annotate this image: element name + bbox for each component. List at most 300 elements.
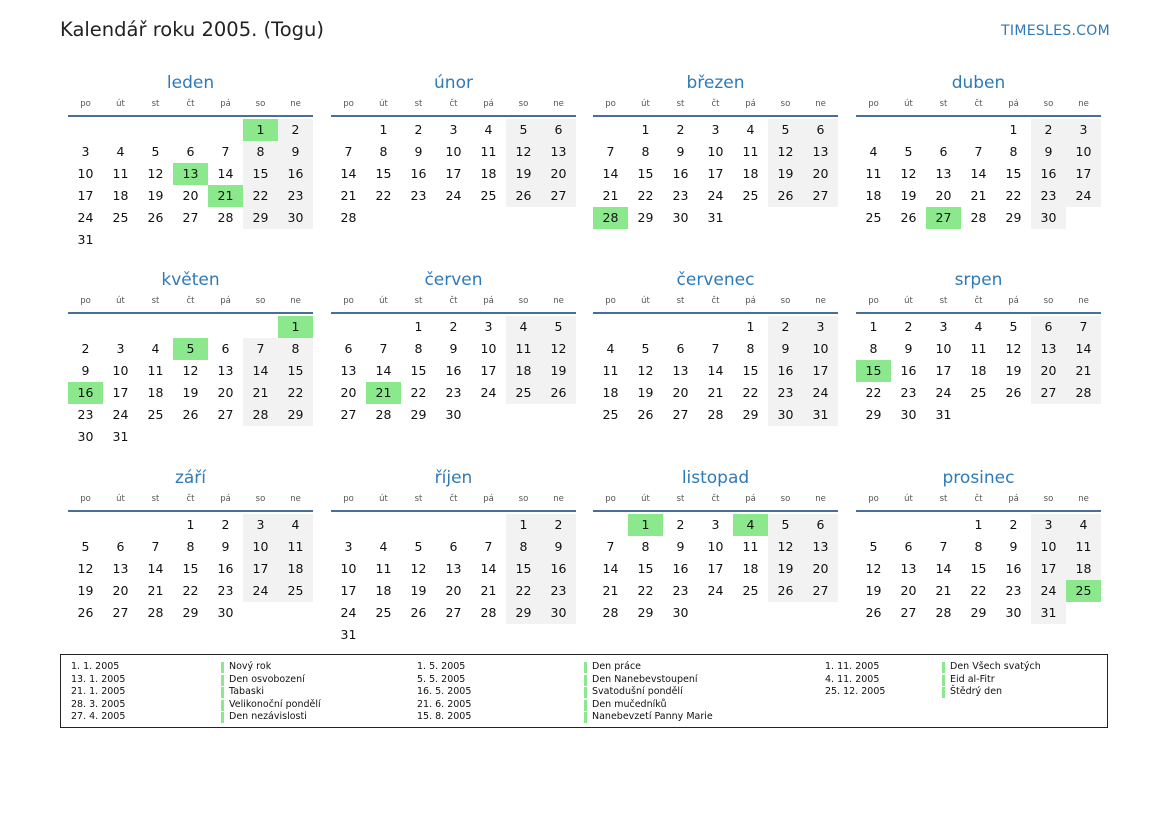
weekday-label: so bbox=[780, 494, 791, 504]
day-cell: 4 bbox=[746, 122, 755, 137]
day-cell: 23 bbox=[217, 583, 234, 598]
month-4 bbox=[856, 72, 1101, 229]
weekday-label: st bbox=[676, 296, 685, 306]
weekday-label: čt bbox=[186, 296, 195, 306]
day-cell: 16 bbox=[541, 558, 576, 580]
day-cell: 17 bbox=[707, 166, 724, 181]
month-11 bbox=[593, 467, 838, 624]
day-cell: 13 bbox=[541, 141, 576, 163]
day-cell: 6 bbox=[939, 144, 948, 159]
day-cell: 3 bbox=[116, 341, 125, 356]
weekday-label: pá bbox=[745, 99, 756, 109]
day-cell: 4 bbox=[379, 539, 388, 554]
day-cell: 17 bbox=[707, 561, 724, 576]
holiday-date: 21. 1. 2005 bbox=[71, 686, 126, 697]
day-cell: 8 bbox=[974, 539, 983, 554]
day-cell: 25 bbox=[278, 580, 313, 602]
day-cell: 28 bbox=[935, 605, 952, 620]
empty-cell bbox=[436, 514, 471, 536]
day-cell: 9 bbox=[676, 144, 685, 159]
day-cell: 26 bbox=[506, 185, 541, 207]
day-cell: 20 bbox=[182, 188, 199, 203]
weekday-label: st bbox=[151, 494, 160, 504]
day-cell: 9 bbox=[541, 536, 576, 558]
day-cell: 19 bbox=[900, 188, 917, 203]
holiday-day-cell: 16 bbox=[68, 382, 103, 404]
day-cell: 6 bbox=[803, 119, 838, 141]
weekday-label: út bbox=[904, 99, 913, 109]
weekday-header bbox=[68, 98, 313, 117]
day-cell: 8 bbox=[746, 341, 755, 356]
holiday-date: 15. 8. 2005 bbox=[417, 711, 472, 722]
day-cell: 7 bbox=[1066, 316, 1101, 338]
day-cell: 10 bbox=[1031, 536, 1066, 558]
day-cell: 26 bbox=[1005, 385, 1022, 400]
day-cell: 14 bbox=[243, 360, 278, 382]
day-cell: 22 bbox=[243, 185, 278, 207]
day-cell: 12 bbox=[506, 141, 541, 163]
day-cell: 11 bbox=[742, 144, 759, 159]
page-title: Kalendář roku 2005. (Togu) bbox=[60, 18, 324, 41]
weekday-label: so bbox=[518, 99, 529, 109]
day-cell: 11 bbox=[278, 536, 313, 558]
holiday-marker bbox=[584, 700, 587, 711]
day-cell: 1 bbox=[186, 517, 195, 532]
holiday-column bbox=[61, 661, 1101, 699]
day-cell: 2 bbox=[414, 122, 423, 137]
day-cell: 21 bbox=[707, 385, 724, 400]
month-2 bbox=[331, 72, 576, 229]
day-cell: 2 bbox=[1009, 517, 1018, 532]
day-cell: 7 bbox=[221, 144, 230, 159]
day-cell: 26 bbox=[768, 580, 803, 602]
empty-cell bbox=[138, 119, 173, 141]
day-cell: 17 bbox=[1066, 163, 1101, 185]
day-cell: 16 bbox=[672, 166, 689, 181]
holiday-day-cell: 4 bbox=[733, 514, 768, 536]
month-1 bbox=[68, 72, 313, 251]
day-cell: 14 bbox=[970, 166, 987, 181]
day-cell: 28 bbox=[340, 210, 357, 225]
day-cell: 24 bbox=[77, 210, 94, 225]
day-cell: 17 bbox=[445, 166, 462, 181]
day-cell: 24 bbox=[340, 605, 357, 620]
weekday-label: st bbox=[414, 494, 423, 504]
day-cell: 10 bbox=[340, 561, 357, 576]
empty-cell bbox=[173, 119, 208, 141]
day-cell: 12 bbox=[410, 561, 427, 576]
day-cell: 16 bbox=[278, 163, 313, 185]
holiday-day-cell: 5 bbox=[173, 338, 208, 360]
day-cell: 17 bbox=[1031, 558, 1066, 580]
day-cell: 6 bbox=[541, 119, 576, 141]
weekday-label: út bbox=[904, 494, 913, 504]
day-cell: 12 bbox=[637, 363, 654, 378]
day-cell: 31 bbox=[1031, 602, 1066, 624]
weekday-header bbox=[593, 295, 838, 314]
day-cell: 17 bbox=[112, 385, 129, 400]
day-cell: 6 bbox=[1031, 316, 1066, 338]
day-cell: 12 bbox=[77, 561, 94, 576]
weekday-label: po bbox=[868, 296, 879, 306]
holiday-marker bbox=[942, 687, 945, 698]
day-cell: 6 bbox=[221, 341, 230, 356]
holiday-date: 1. 5. 2005 bbox=[417, 661, 466, 672]
day-cell: 25 bbox=[742, 583, 759, 598]
empty-cell bbox=[926, 119, 961, 141]
day-cell: 5 bbox=[506, 119, 541, 141]
day-cell: 6 bbox=[803, 514, 838, 536]
day-cell: 23 bbox=[1005, 583, 1022, 598]
holiday-day-cell: 21 bbox=[208, 185, 243, 207]
day-cell: 25 bbox=[506, 382, 541, 404]
day-grid bbox=[856, 316, 1101, 426]
day-cell: 3 bbox=[711, 122, 720, 137]
month-name: červen bbox=[424, 270, 483, 290]
day-cell: 28 bbox=[1066, 382, 1101, 404]
day-cell: 29 bbox=[506, 602, 541, 624]
day-cell: 6 bbox=[186, 144, 195, 159]
day-cell: 2 bbox=[541, 514, 576, 536]
day-cell: 19 bbox=[147, 188, 164, 203]
day-cell: 8 bbox=[243, 141, 278, 163]
weekday-label: čt bbox=[449, 296, 458, 306]
weekday-label: po bbox=[605, 99, 616, 109]
day-cell: 8 bbox=[414, 341, 423, 356]
holiday-row bbox=[61, 661, 1101, 674]
holiday-row bbox=[61, 686, 1101, 699]
day-cell: 10 bbox=[803, 338, 838, 360]
day-cell: 4 bbox=[869, 144, 878, 159]
day-cell: 30 bbox=[217, 605, 234, 620]
day-cell: 16 bbox=[217, 561, 234, 576]
day-cell: 20 bbox=[217, 385, 234, 400]
day-cell: 26 bbox=[147, 210, 164, 225]
day-cell: 1 bbox=[506, 514, 541, 536]
empty-cell bbox=[103, 119, 138, 141]
day-cell: 10 bbox=[707, 539, 724, 554]
day-cell: 20 bbox=[672, 385, 689, 400]
day-cell: 22 bbox=[375, 188, 392, 203]
empty-cell bbox=[138, 316, 173, 338]
day-cell: 31 bbox=[803, 404, 838, 426]
holiday-date: 16. 5. 2005 bbox=[417, 686, 472, 697]
day-cell: 28 bbox=[602, 605, 619, 620]
day-cell: 9 bbox=[414, 144, 423, 159]
day-cell: 6 bbox=[344, 341, 353, 356]
day-cell: 22 bbox=[637, 583, 654, 598]
day-cell: 31 bbox=[935, 407, 952, 422]
day-cell: 23 bbox=[672, 583, 689, 598]
day-cell: 19 bbox=[768, 163, 803, 185]
weekday-label: pá bbox=[220, 296, 231, 306]
weekday-label: čt bbox=[186, 494, 195, 504]
weekday-label: st bbox=[939, 99, 948, 109]
day-cell: 23 bbox=[900, 385, 917, 400]
holiday-day-cell: 27 bbox=[926, 207, 961, 229]
holiday-date: 1. 1. 2005 bbox=[71, 661, 120, 672]
holiday-row bbox=[61, 699, 1101, 712]
month-name: květen bbox=[161, 270, 220, 290]
day-cell: 23 bbox=[410, 188, 427, 203]
day-cell: 5 bbox=[768, 514, 803, 536]
holiday-row bbox=[61, 711, 1101, 724]
day-cell: 10 bbox=[480, 341, 497, 356]
holiday-name: Den Nanebevstoupení bbox=[592, 673, 698, 685]
weekday-header bbox=[331, 493, 576, 512]
day-cell: 15 bbox=[1005, 166, 1022, 181]
weekday-label: po bbox=[343, 99, 354, 109]
day-cell: 26 bbox=[541, 382, 576, 404]
weekday-header bbox=[68, 493, 313, 512]
day-cell: 8 bbox=[641, 144, 650, 159]
month-5 bbox=[68, 269, 313, 448]
day-cell: 26 bbox=[768, 185, 803, 207]
day-cell: 23 bbox=[278, 185, 313, 207]
holiday-name: Štědrý den bbox=[950, 686, 1003, 697]
day-cell: 4 bbox=[506, 316, 541, 338]
day-cell: 29 bbox=[637, 605, 654, 620]
day-cell: 10 bbox=[935, 341, 952, 356]
weekday-label: st bbox=[676, 494, 685, 504]
weekday-header bbox=[68, 295, 313, 314]
day-cell: 16 bbox=[672, 561, 689, 576]
day-cell: 7 bbox=[606, 539, 615, 554]
day-cell: 11 bbox=[742, 539, 759, 554]
day-cell: 30 bbox=[900, 407, 917, 422]
day-cell: 21 bbox=[147, 583, 164, 598]
day-cell: 19 bbox=[1005, 363, 1022, 378]
weekday-label: út bbox=[379, 494, 388, 504]
day-cell: 15 bbox=[375, 166, 392, 181]
day-cell: 11 bbox=[112, 166, 129, 181]
day-cell: 13 bbox=[217, 363, 234, 378]
weekday-label: út bbox=[116, 296, 125, 306]
day-cell: 23 bbox=[768, 382, 803, 404]
day-cell: 24 bbox=[243, 580, 278, 602]
day-cell: 13 bbox=[672, 363, 689, 378]
weekday-header bbox=[856, 295, 1101, 314]
day-grid bbox=[593, 316, 838, 426]
weekday-label: pá bbox=[1008, 99, 1019, 109]
day-cell: 7 bbox=[606, 144, 615, 159]
weekday-label: pá bbox=[745, 296, 756, 306]
day-cell: 17 bbox=[243, 558, 278, 580]
day-cell: 29 bbox=[1005, 210, 1022, 225]
empty-cell bbox=[628, 316, 663, 338]
day-cell: 27 bbox=[112, 605, 129, 620]
day-cell: 17 bbox=[77, 188, 94, 203]
weekday-label: so bbox=[1043, 99, 1054, 109]
day-cell: 4 bbox=[151, 341, 160, 356]
day-cell: 18 bbox=[278, 558, 313, 580]
empty-cell bbox=[471, 514, 506, 536]
day-cell: 24 bbox=[480, 385, 497, 400]
day-cell: 15 bbox=[506, 558, 541, 580]
day-cell: 1 bbox=[414, 319, 423, 334]
day-cell: 13 bbox=[935, 166, 952, 181]
day-cell: 4 bbox=[1066, 514, 1101, 536]
weekday-label: ne bbox=[290, 494, 301, 504]
day-cell: 16 bbox=[445, 363, 462, 378]
holiday-name: Den osvobození bbox=[229, 673, 305, 685]
day-cell: 25 bbox=[742, 188, 759, 203]
weekday-header bbox=[856, 98, 1101, 117]
day-cell: 9 bbox=[676, 539, 685, 554]
day-cell: 22 bbox=[182, 583, 199, 598]
day-grid bbox=[68, 316, 313, 448]
day-cell: 23 bbox=[1031, 185, 1066, 207]
day-cell: 12 bbox=[768, 536, 803, 558]
month-name: leden bbox=[166, 73, 215, 93]
day-cell: 7 bbox=[939, 539, 948, 554]
month-name: duben bbox=[951, 73, 1006, 93]
brand-link[interactable]: TIMESLES.COM bbox=[1001, 23, 1110, 39]
day-cell: 11 bbox=[602, 363, 619, 378]
weekday-label: so bbox=[255, 99, 266, 109]
day-cell: 14 bbox=[602, 166, 619, 181]
day-cell: 26 bbox=[865, 605, 882, 620]
day-cell: 3 bbox=[449, 122, 458, 137]
day-cell: 9 bbox=[1009, 539, 1018, 554]
day-grid bbox=[593, 119, 838, 229]
empty-cell bbox=[593, 316, 628, 338]
day-cell: 29 bbox=[970, 605, 987, 620]
weekday-label: st bbox=[414, 296, 423, 306]
weekday-label: so bbox=[780, 296, 791, 306]
day-cell: 10 bbox=[112, 363, 129, 378]
day-cell: 21 bbox=[340, 188, 357, 203]
empty-cell bbox=[208, 316, 243, 338]
day-cell: 27 bbox=[340, 407, 357, 422]
day-cell: 28 bbox=[375, 407, 392, 422]
weekday-label: st bbox=[414, 99, 423, 109]
day-cell: 31 bbox=[707, 210, 724, 225]
day-grid bbox=[331, 119, 576, 229]
day-cell: 3 bbox=[81, 144, 90, 159]
weekday-label: út bbox=[379, 99, 388, 109]
day-cell: 5 bbox=[768, 119, 803, 141]
day-cell: 24 bbox=[1066, 185, 1101, 207]
empty-cell bbox=[891, 514, 926, 536]
holiday-name: Eid al-Fitr bbox=[950, 673, 995, 685]
day-cell: 11 bbox=[506, 338, 541, 360]
day-cell: 14 bbox=[707, 363, 724, 378]
holiday-marker bbox=[584, 712, 587, 723]
month-name: září bbox=[174, 468, 207, 488]
day-cell: 9 bbox=[449, 341, 458, 356]
month-name: listopad bbox=[681, 468, 750, 488]
day-cell: 10 bbox=[1066, 141, 1101, 163]
day-grid bbox=[856, 119, 1101, 229]
holiday-name: Den Všech svatých bbox=[950, 661, 1041, 672]
day-cell: 29 bbox=[243, 207, 278, 229]
day-cell: 21 bbox=[480, 583, 497, 598]
holiday-name: Tabaski bbox=[229, 686, 264, 697]
day-cell: 12 bbox=[541, 338, 576, 360]
empty-cell bbox=[331, 316, 366, 338]
weekday-header bbox=[856, 493, 1101, 512]
day-grid bbox=[593, 514, 838, 624]
day-cell: 13 bbox=[340, 363, 357, 378]
holiday-day-cell: 1 bbox=[278, 316, 313, 338]
weekday-label: čt bbox=[449, 494, 458, 504]
day-cell: 11 bbox=[865, 166, 882, 181]
day-cell: 22 bbox=[865, 385, 882, 400]
weekday-label: st bbox=[939, 494, 948, 504]
day-cell: 30 bbox=[278, 207, 313, 229]
day-cell: 25 bbox=[375, 605, 392, 620]
day-cell: 11 bbox=[375, 561, 392, 576]
day-cell: 31 bbox=[77, 232, 94, 247]
day-cell: 5 bbox=[904, 144, 913, 159]
day-cell: 9 bbox=[278, 141, 313, 163]
day-cell: 17 bbox=[935, 363, 952, 378]
month-7 bbox=[593, 269, 838, 426]
weekday-label: po bbox=[605, 296, 616, 306]
weekday-label: pá bbox=[220, 99, 231, 109]
day-cell: 26 bbox=[900, 210, 917, 225]
weekday-label: so bbox=[780, 99, 791, 109]
day-cell: 29 bbox=[278, 404, 313, 426]
holiday-list bbox=[60, 654, 1108, 728]
weekday-label: út bbox=[641, 99, 650, 109]
holiday-name: Nový rok bbox=[229, 661, 272, 672]
day-cell: 9 bbox=[768, 338, 803, 360]
weekday-label: pá bbox=[745, 494, 756, 504]
holiday-name: Den mučedníků bbox=[592, 698, 667, 710]
day-cell: 9 bbox=[1031, 141, 1066, 163]
empty-cell bbox=[173, 316, 208, 338]
weekday-label: ne bbox=[815, 494, 826, 504]
day-cell: 30 bbox=[768, 404, 803, 426]
day-cell: 15 bbox=[278, 360, 313, 382]
day-cell: 9 bbox=[904, 341, 913, 356]
empty-cell bbox=[68, 119, 103, 141]
day-cell: 4 bbox=[974, 319, 983, 334]
day-cell: 16 bbox=[410, 166, 427, 181]
day-cell: 8 bbox=[641, 539, 650, 554]
empty-cell bbox=[103, 316, 138, 338]
weekday-label: út bbox=[116, 494, 125, 504]
day-cell: 28 bbox=[480, 605, 497, 620]
holiday-day-cell: 1 bbox=[243, 119, 278, 141]
day-cell: 2 bbox=[449, 319, 458, 334]
empty-cell bbox=[243, 316, 278, 338]
day-cell: 12 bbox=[865, 561, 882, 576]
day-cell: 15 bbox=[243, 163, 278, 185]
day-cell: 12 bbox=[182, 363, 199, 378]
weekday-label: so bbox=[1043, 296, 1054, 306]
day-cell: 19 bbox=[410, 583, 427, 598]
day-cell: 15 bbox=[970, 561, 987, 576]
weekday-label: čt bbox=[974, 296, 983, 306]
day-cell: 26 bbox=[410, 605, 427, 620]
empty-cell bbox=[331, 514, 366, 536]
day-cell: 24 bbox=[445, 188, 462, 203]
day-cell: 8 bbox=[506, 536, 541, 558]
day-cell: 19 bbox=[182, 385, 199, 400]
day-cell: 23 bbox=[77, 407, 94, 422]
day-cell: 6 bbox=[676, 341, 685, 356]
day-cell: 27 bbox=[541, 185, 576, 207]
day-cell: 8 bbox=[379, 144, 388, 159]
weekday-label: čt bbox=[711, 296, 720, 306]
holiday-day-cell: 25 bbox=[1066, 580, 1101, 602]
day-cell: 13 bbox=[803, 536, 838, 558]
weekday-label: ne bbox=[553, 494, 564, 504]
weekday-label: po bbox=[80, 99, 91, 109]
